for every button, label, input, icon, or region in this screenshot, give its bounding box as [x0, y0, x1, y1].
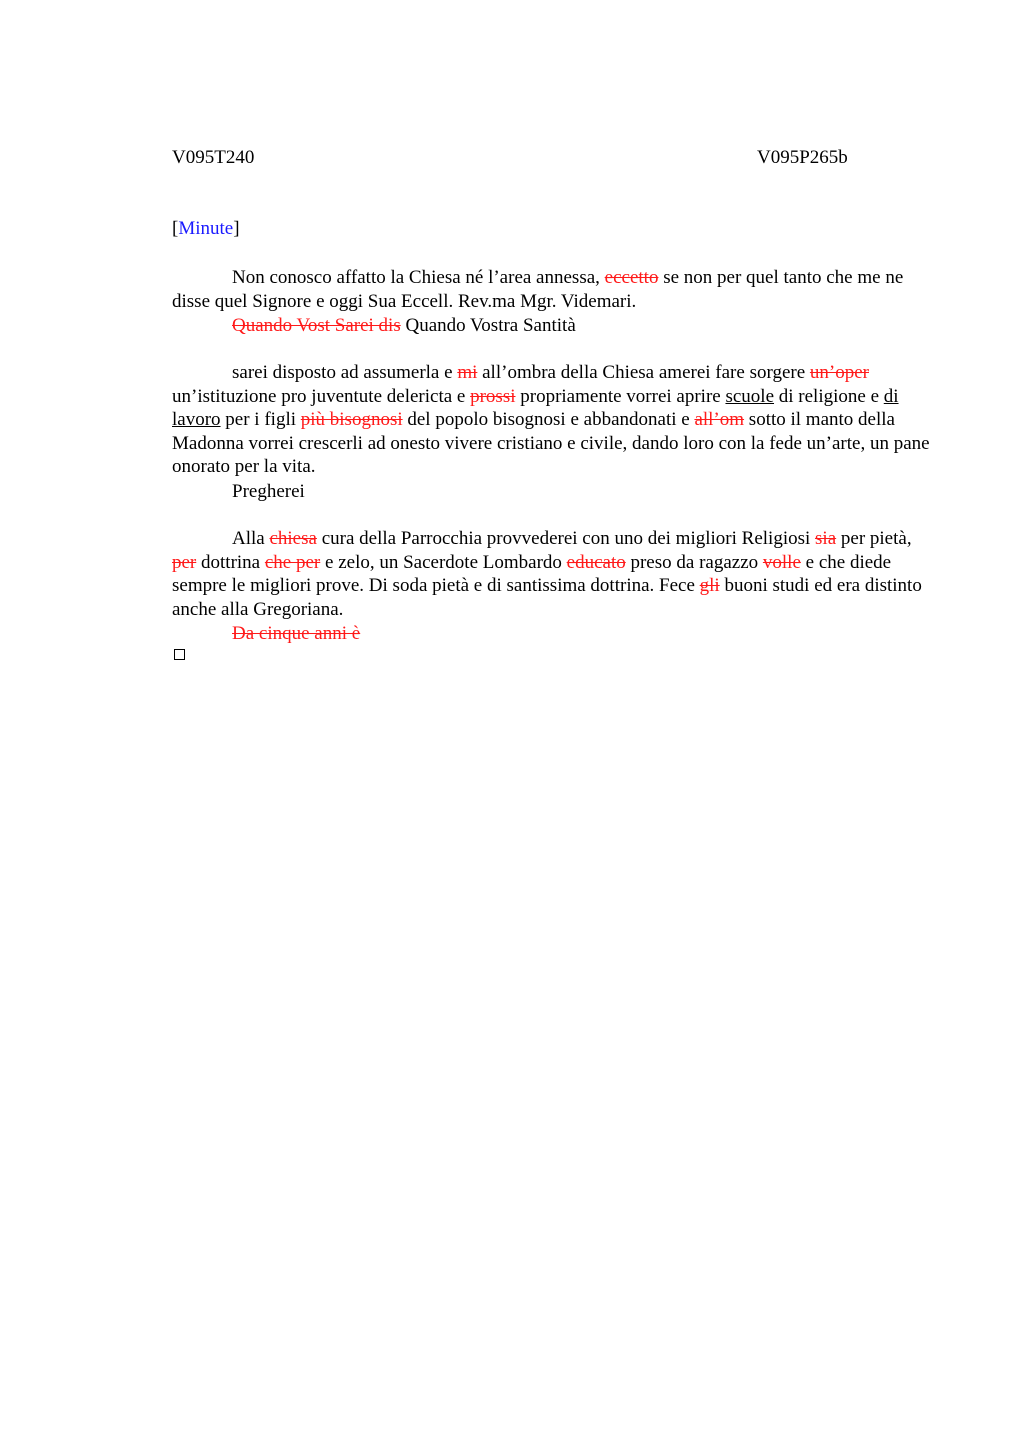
deleted-text: eccetto — [604, 267, 659, 288]
deleted-text: chiesa — [269, 528, 317, 549]
deleted-text: Da cinque anni è — [232, 623, 361, 644]
text-run: preso da ragazzo — [625, 551, 763, 573]
text-run: di religione e — [774, 385, 884, 407]
underlined-text: scuole — [725, 385, 775, 407]
text-run: Pregherei — [232, 481, 305, 502]
deleted-text: prossi — [470, 385, 516, 407]
open-bracket: [ — [172, 218, 179, 239]
text-run: cura della Parrocchia provvederei con uno dei migliori Religiosi — [316, 528, 816, 549]
text-run: e zelo, un Sacerdote Lombardo — [320, 551, 567, 573]
deleted-text: educato — [566, 551, 626, 573]
paragraph-3 — [172, 527, 932, 621]
text-run: Alla — [232, 528, 270, 549]
text-run: per pietà, — [836, 528, 912, 549]
text-run: Quando Vostra Santità — [400, 315, 576, 336]
paragraph-1 — [172, 266, 932, 313]
paragraph-1b — [172, 314, 932, 338]
text-run: Non conosco affatto la Chiesa né l’area annessa, — [232, 267, 605, 288]
text-run: e che diede sempre le migliori prove. Di soda pietà e di santissima dottrina. Fece — [172, 551, 892, 597]
deleted-text: mi — [457, 362, 478, 383]
deleted-text: che per — [264, 551, 321, 573]
text-run: per i figli — [220, 409, 301, 431]
deleted-text: un’oper — [809, 362, 869, 383]
document-code-left: V095T240 — [172, 147, 255, 168]
section-label — [172, 218, 240, 240]
deleted-text: volle — [762, 551, 801, 573]
text-run: sotto il manto della Madonna vorrei crescerli ad onesto vivere cristiano e civile, dando loro con la fede un’arte, un pane onorato per la vita. — [172, 409, 930, 478]
close-bracket: ] — [233, 218, 240, 239]
text-run: se non per quel tanto che me ne disse quel Signore e oggi Sua Eccell. Rev.ma Mgr. Videmari. — [172, 267, 904, 312]
paragraph-3b — [172, 622, 932, 646]
text-run: un’istituzione pro juventute delericta e — [172, 385, 471, 407]
deleted-text: per — [172, 551, 197, 573]
deleted-text: Quando Vost Sarei dis — [232, 315, 401, 336]
text-run: buoni studi ed era distinto anche alla Gregoriana. — [172, 575, 922, 620]
text-run: dottrina — [196, 551, 265, 573]
minute-link[interactable]: Minute — [178, 218, 234, 239]
underlined-text: di lavoro — [172, 385, 899, 431]
end-marker-checkbox-icon — [174, 649, 185, 660]
deleted-text: all’om — [694, 409, 745, 431]
deleted-text: gli — [699, 575, 720, 597]
text-run: del popolo bisognosi e abbandonati e — [402, 409, 695, 431]
paragraph-2b — [172, 480, 932, 504]
text-run: all’ombra della Chiesa amerei fare sorgere — [477, 362, 810, 383]
deleted-text: più bisognosi — [300, 409, 403, 431]
deleted-text: sia — [815, 528, 837, 549]
paragraph-2 — [172, 361, 932, 479]
text-run: sarei disposto ad assumerla e — [232, 362, 458, 383]
document-code-right: V095P265b — [757, 147, 848, 168]
text-run: propriamente vorrei aprire — [515, 385, 726, 407]
